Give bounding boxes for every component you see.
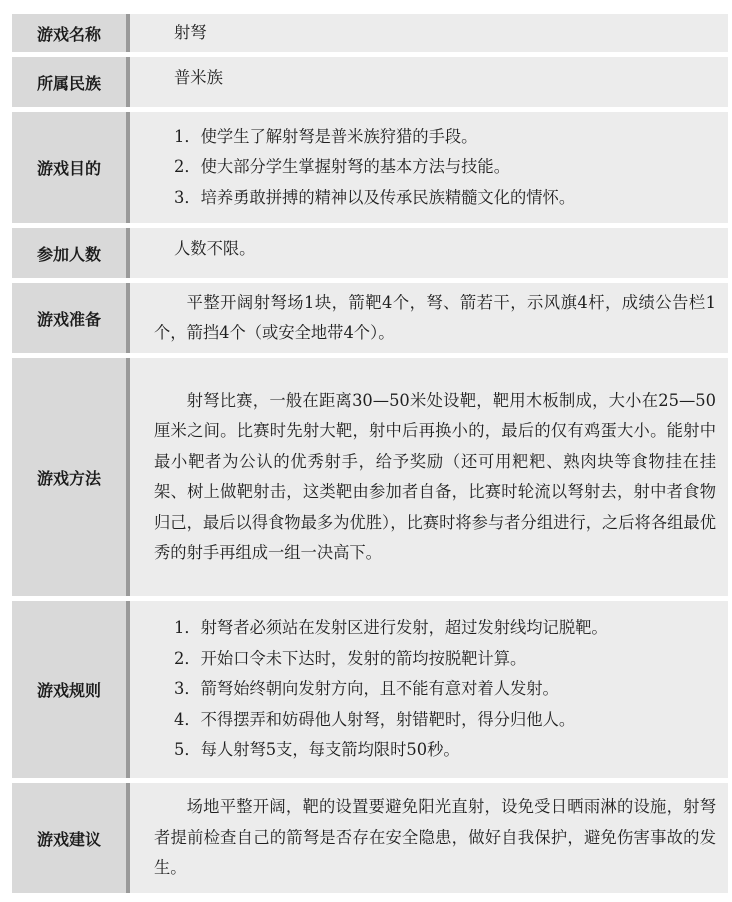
row-method [12,358,728,596]
game-name-value: 射弩 [174,22,207,42]
list-item: 2．使大部分学生掌握射弩的基本方法与技能。 [174,157,510,177]
row-content [130,14,728,52]
row-content [130,228,728,278]
suggestions-text: 场地平整开阔，靶的设置要避免阳光直射，设免受日晒雨淋的设施，射弩者提前检查自己的箭弩是否存在安全隐患，做好自我保护，避免伤害事故的发生。 [154,797,716,878]
list-item: 3．培养勇敢拼搏的精神以及传承民族精髓文化的情怀。 [174,187,576,207]
list-item: 3．箭弩始终朝向发射方向，且不能有意对着人发射。 [174,679,559,699]
preparation-text: 平整开阔射弩场1块，箭靶4个，弩、箭若干，示风旗4杆，成绩公告栏1个，箭挡4个（或安全地带4个）。 [154,292,716,342]
list-item: 2．开始口令未下达时，发射的箭均按脱靶计算。 [174,648,527,668]
row-content [130,283,728,353]
row-purpose [12,112,728,223]
game-info-table [12,14,728,893]
list-item: 1．使学生了解射弩是普米族狩猎的手段。 [174,126,478,146]
row-content [130,358,728,596]
row-label: 游戏目的 [12,112,130,223]
row-label: 所属民族 [12,57,130,107]
row-label: 游戏名称 [12,14,130,52]
list-item: 4．不得摆弄和妨碍他人射弩，射错靶时，得分归他人。 [174,709,576,729]
list-item: 1．射弩者必须站在发射区进行发射，超过发射线均记脱靶。 [174,618,608,638]
method-text: 射弩比赛，一般在距离30—50米处设靶，靶用木板制成，大小在25—50厘米之间。比赛时先射大靶，射中后再换小的，最后的仅有鸡蛋大小。能射中最小靶者为公认的优秀射手，给予奖励（还可用粑粑、熟肉块等食物挂在挂架、树上做靶射击，这类靶由参加者自备，比赛时轮流以弩射去，射中者食物归己，最后以得食物最多为优胜），比赛时将参与者分组进行，之后将各组最优秀的射手再组成一组一决高下。 [154,390,716,562]
row-preparation [12,283,728,353]
list-item: 5．每人射弩5支，每支箭均限时50秒。 [174,740,460,760]
ethnic-group-value: 普米族 [174,68,223,87]
participants-value: 人数不限。 [174,239,256,258]
row-content [130,783,728,893]
row-rules [12,601,728,778]
row-label: 参加人数 [12,228,130,278]
rules-list [154,613,716,766]
row-content [130,57,728,107]
purpose-list [154,122,716,214]
row-label: 游戏建议 [12,783,130,893]
row-content [130,112,728,223]
row-label: 游戏准备 [12,283,130,353]
row-suggestions [12,783,728,893]
row-label: 游戏方法 [12,358,130,596]
row-participants [12,228,728,278]
row-label: 游戏规则 [12,601,130,778]
row-ethnic-group [12,57,728,107]
row-content [130,601,728,778]
row-game-name [12,14,728,52]
